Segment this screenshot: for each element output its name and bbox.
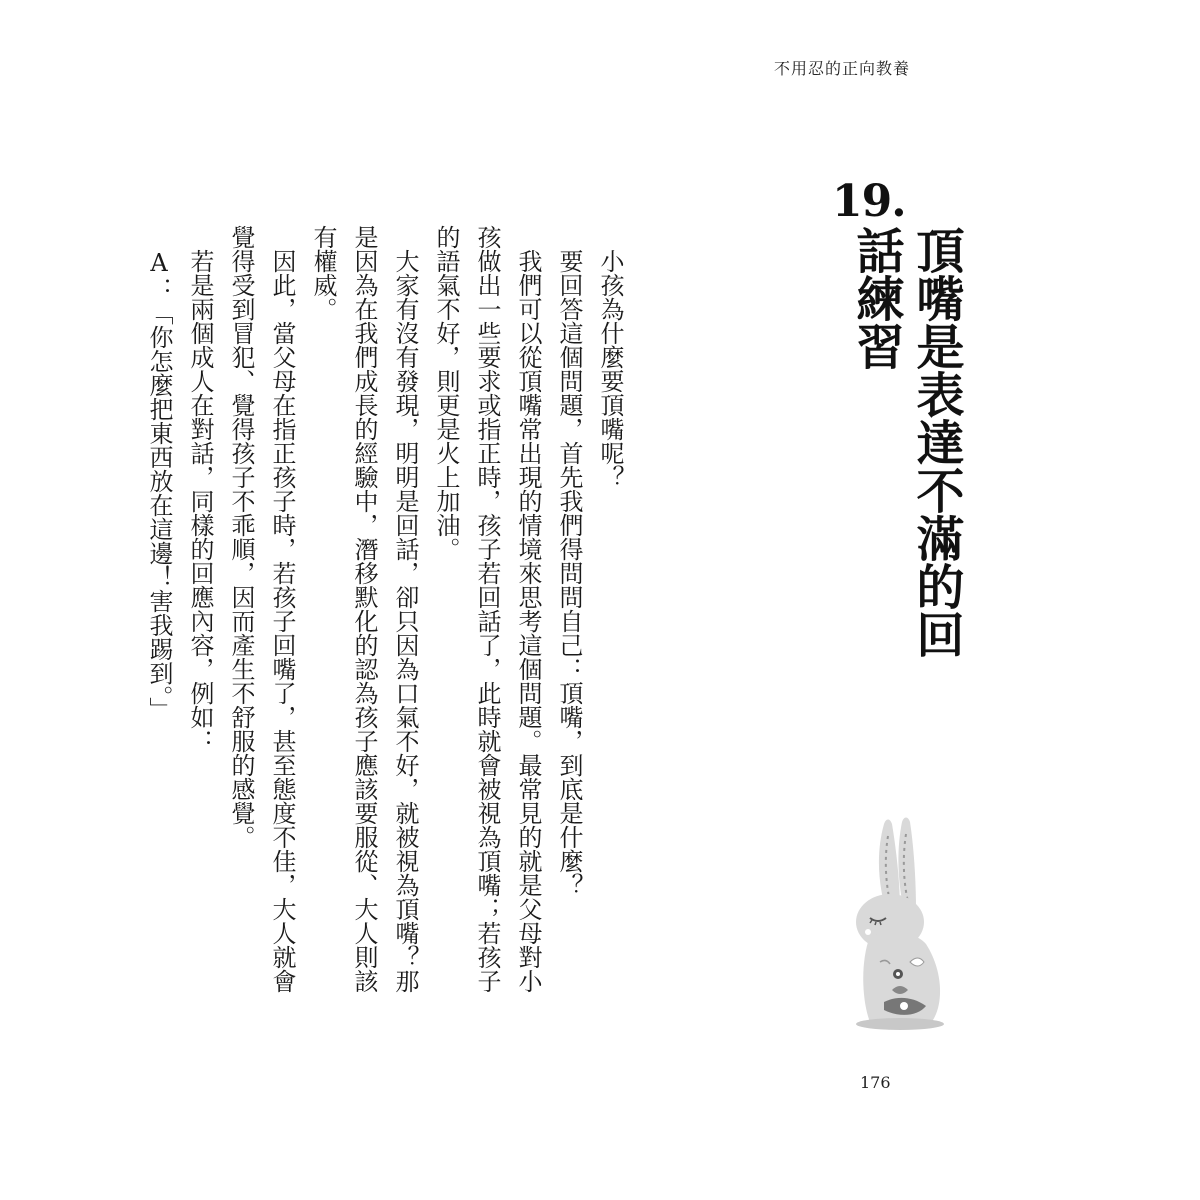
dialogue-line: A：「你怎麼把東西放在這邊！害我踢到。」 bbox=[145, 249, 173, 721]
paragraph: 大家有沒有發現，明明是回話，卻只因為口氣不好，就被視為頂嘴？那是因為在我們成長的經驗中，潛移默化的認為孩子應該要服從、大人則該有權威。 bbox=[309, 225, 419, 993]
paragraph: 我們可以從頂嘴常出現的情境來思考這個問題。最常見的就是父母對小孩做出一些要求或指正時，孩子若回話了，此時就會被視為頂嘴；若孩子的語氣不好，則更是火上加油。 bbox=[432, 225, 542, 993]
rabbit-icon bbox=[840, 812, 950, 1032]
paragraph: 若是兩個成人在對話，同樣的回應內容，例如： bbox=[186, 249, 214, 753]
paragraph: 小孩為什麼要頂嘴呢？ bbox=[596, 249, 624, 489]
paragraph: 要回答這個問題，首先我們得問問自己：頂嘴，到底是什麼？ bbox=[555, 249, 583, 897]
paragraph: 因此，當父母在指正孩子時，若孩子回嘴了，甚至態度不佳，大人就會覺得受到冒犯、覺得孩子不乖順，因而產生不舒服的感覺。 bbox=[227, 225, 296, 993]
body-text bbox=[145, 225, 630, 1005]
running-head: 不用忍的正向教養 bbox=[773, 59, 910, 78]
chapter-number: 19. bbox=[832, 176, 906, 227]
page-number: 176 bbox=[860, 1073, 891, 1092]
chapter-title: 頂嘴是表達不滿的回話練習 bbox=[848, 226, 964, 658]
